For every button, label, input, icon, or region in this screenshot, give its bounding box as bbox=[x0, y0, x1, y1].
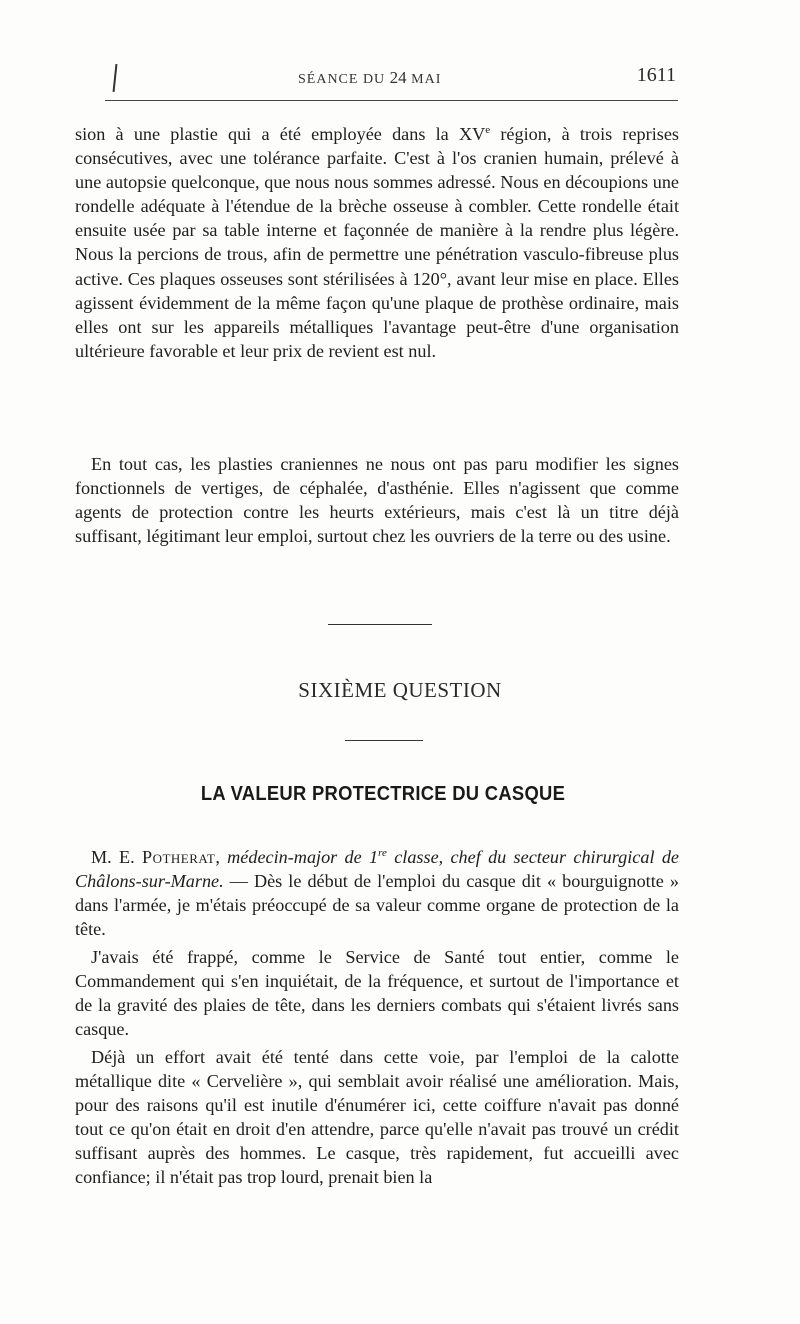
section-separator bbox=[328, 624, 432, 625]
running-title-day: 24 bbox=[389, 68, 407, 87]
running-title-suffix: MAI bbox=[406, 72, 442, 87]
page-number: 1611 bbox=[636, 64, 676, 86]
speaker-title-text: classe, chef du secteur chirurgical de Châlons-sur-Marne. bbox=[75, 847, 679, 892]
header-rule bbox=[105, 100, 678, 101]
paragraph-conclusion bbox=[75, 452, 679, 548]
paragraph-text: — Dès le début de l'emploi du casque dit « bourguignotte » dans l'armée, je m'étais préoccupé de sa valeur comme organe de protection de la tête. bbox=[75, 871, 679, 940]
paragraph-plastie bbox=[75, 122, 679, 363]
speaker-title-text: médecin-major de 1 bbox=[227, 847, 379, 867]
speaker-prefix: M. E. bbox=[91, 847, 142, 867]
speaker-comma: , bbox=[215, 847, 228, 867]
paragraph-speaker-intro bbox=[75, 845, 679, 941]
paragraph-text: En tout cas, les plasties craniennes ne nous ont pas paru modifier les signes fonctionnels de vertiges, de céphalée, d'asthénie. Elles n'agissent que comme agents de protection contre les heurts extérieurs, mais c'est là un titre déjà suffisant, légitimant leur emploi, surtout chez les ouvriers de la terre ou des usine. bbox=[75, 454, 679, 547]
margin-mark bbox=[113, 64, 118, 92]
section-title: SIXIÈME QUESTION bbox=[298, 678, 502, 702]
paragraph-observation bbox=[75, 945, 679, 1041]
paragraph-text: J'avais été frappé, comme le Service de Santé tout entier, comme le Commandement qui s'en inquiétait, de la fréquence, et surtout de l'importance et de la gravité des plaies de tête, dans les derniers combats qui s'étaient livrés sans casque. bbox=[75, 947, 679, 1040]
running-title bbox=[298, 68, 441, 88]
superscript: e bbox=[485, 123, 491, 136]
paragraph-text: région, à trois reprises consécutives, avec une tolérance parfaite. C'est à l'os cranien humain, prélevé à une autopsie quelconque, que nous nous sommes adressé. Nous en découpions une rondelle adéquate à l'étendue de la brèche osseuse à combler. Cette rondelle était ensuite usée par sa table interne et façonnée de manière à la rendre plus légère. Nous la percions de trous, afin de permettre une pénétration vasculo-fibreuse plus active. Ces plaques osseuses sont stérilisées à 120°, avant leur mise en place. Elles agissent évidemment de la même façon qu'une plaque de prothèse ordinaire, mais elles ont sur les appareils métalliques l'avantage peut-être d'une organisation ultérieure favorable et leur prix de revient est nul. bbox=[75, 124, 679, 361]
section-separator bbox=[345, 740, 423, 741]
superscript: re bbox=[378, 846, 387, 859]
paragraph-text: Déjà un effort avait été tenté dans cette voie, par l'emploi de la calotte métallique dite « Cervelière », qui semblait avoir réalisé une amélioration. Mais, pour des raisons qu'il est inutile d'énumérer ici, cette coiffure n'avait pas donné tout ce qu'on était en droit d'en attendre, parce qu'elle n'avait pas trouvé un crédit suffisant auprès des hommes. Le casque, très rapidement, fut accueilli avec confiance; il n'était pas trop lourd, prenait bien la bbox=[75, 1047, 679, 1188]
running-header bbox=[108, 58, 678, 92]
running-title-prefix: SÉANCE DU bbox=[298, 72, 390, 87]
subsection-title: LA VALEUR PROTECTRICE DU CASQUE bbox=[200, 783, 566, 805]
paragraph-cerveliere bbox=[75, 1045, 679, 1190]
speaker-name: Potherat bbox=[141, 847, 216, 867]
paragraph-text: sion à une plastie qui a été employée dans la XV bbox=[75, 124, 486, 144]
